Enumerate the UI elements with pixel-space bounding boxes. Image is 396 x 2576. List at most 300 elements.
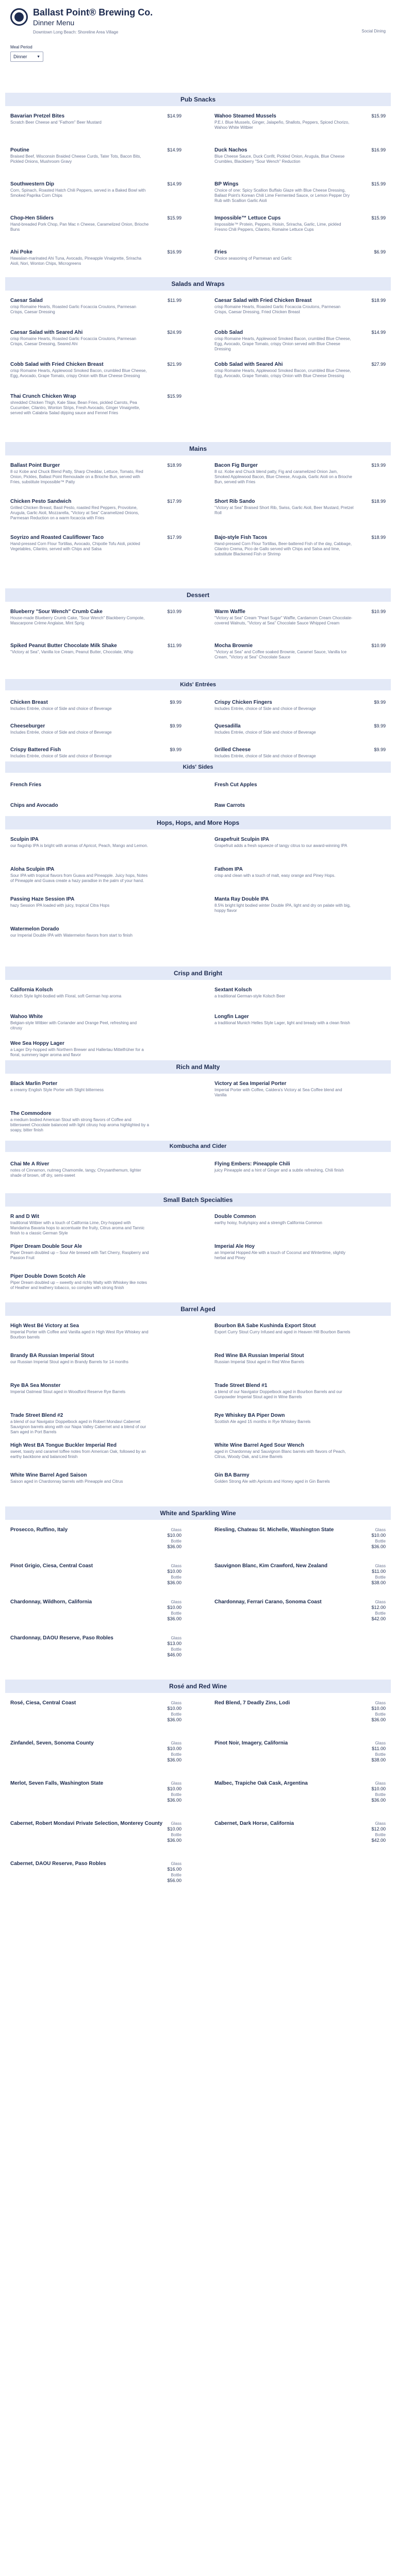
menu-item-header: [10, 330, 182, 335]
menu-item[interactable]: [214, 1014, 386, 1026]
menu-item-header: [10, 1214, 182, 1219]
menu-item-name: Flying Embers: Pineapple Chili: [214, 1161, 290, 1167]
menu-item-name: Watermelon Dorado: [10, 926, 59, 932]
menu-item-name: Fries: [214, 249, 227, 255]
wine-prices: [371, 1781, 386, 1803]
menu-item-header: [10, 1323, 182, 1329]
menu-item-header: [10, 1861, 182, 1884]
menu-item-header: [214, 1599, 386, 1622]
menu-item-header: [214, 700, 386, 705]
menu-item-header: [214, 896, 386, 902]
section-header-small-batch: Small Batch Specialties: [5, 1193, 391, 1207]
wine-prices: [167, 1740, 182, 1763]
menu-item[interactable]: [10, 394, 182, 416]
menu-item-price: $11.99: [168, 298, 182, 303]
menu-item-header: [10, 1081, 182, 1087]
menu-item-price: $18.99: [371, 298, 386, 303]
menu-item-description: an Imperial Hopped Ale with a touch of Coconut and Wintertime, slightly herbal and Piney: [214, 1250, 345, 1260]
menu-item-header: [10, 896, 182, 902]
menu-item[interactable]: [10, 782, 182, 788]
menu-item[interactable]: [10, 463, 182, 485]
menu-item-header: [214, 867, 386, 872]
glass-price-label: Glass: [375, 1741, 386, 1745]
menu-item[interactable]: [214, 499, 386, 516]
wine-prices: [167, 1527, 182, 1550]
menu-item-name: Aloha Sculpin IPA: [10, 867, 55, 872]
menu-item-name: Trade Street Blend #1: [214, 1383, 268, 1388]
menu-item-name: Riesling, Chateau St. Michelle, Washington State: [214, 1527, 334, 1533]
glass-price: $10.00: [371, 1533, 386, 1538]
bottle-price: $38.00: [371, 1580, 386, 1585]
menu-item[interactable]: [214, 1700, 386, 1723]
menu-item[interactable]: [214, 1472, 386, 1484]
menu-item-name: California Kolsch: [10, 987, 53, 993]
menu-item-price: $9.99: [374, 700, 386, 705]
menu-item-description: a blend of our Navigator Doppelbock aged in Bourbon Barrels and our Gunpowder Imperial Stout aged in Wine Barrels: [214, 1389, 342, 1399]
menu-item-name: Rye BA Sea Monster: [10, 1383, 61, 1388]
menu-item-name: High West BA Tongue Buckler Imperial Red: [10, 1443, 117, 1448]
menu-item-name: Wahoo White: [10, 1014, 43, 1020]
menu-item[interactable]: [10, 700, 182, 711]
section-header-kids-sides: Kids' Sides: [5, 761, 391, 773]
menu-item-name: Merlot, Seven Falls, Washington State: [10, 1781, 104, 1786]
glass-price: $10.00: [167, 1706, 182, 1711]
menu-item-header: [10, 1821, 182, 1843]
menu-item-header: [214, 1527, 386, 1550]
menu-item-name: Imperial Ale Hoy: [214, 1244, 255, 1249]
glass-price-label: Glass: [171, 1564, 182, 1568]
menu-item-header: [214, 147, 386, 153]
menu-item[interactable]: [214, 181, 386, 204]
menu-item[interactable]: [10, 1472, 182, 1484]
glass-price: $10.00: [167, 1786, 182, 1791]
menu-item[interactable]: [10, 1563, 182, 1586]
menu-item-name: Sculpin IPA: [10, 837, 39, 842]
glass-price-label: Glass: [171, 1701, 182, 1705]
menu-item-header: [10, 926, 182, 932]
menu-item-name: Prosecco, Ruffino, Italy: [10, 1527, 68, 1533]
menu-item[interactable]: [214, 1081, 386, 1098]
menu-item-name: Poutine: [10, 147, 29, 153]
menu-item-price: $14.99: [167, 113, 182, 118]
menu-item-description: Imperial Porter with Coffee, Caldera's Victory at Sea Coffee blend and Vanilla: [214, 1088, 342, 1097]
menu-item-header: [10, 1161, 182, 1167]
menu-item[interactable]: [214, 782, 386, 788]
menu-item-name: Spiked Peanut Butter Chocolate Milk Shake: [10, 643, 117, 649]
menu-item-price: $17.99: [167, 535, 182, 540]
menu-item[interactable]: [214, 362, 386, 379]
menu-item-header: [10, 1041, 182, 1046]
menu-item-name: Malbec, Trapiche Oak Cask, Argentina: [214, 1781, 308, 1786]
glass-price-label: Glass: [171, 1600, 182, 1604]
menu-item-header: [10, 803, 182, 808]
menu-item[interactable]: [10, 1014, 182, 1031]
menu-item-description: our Russian Imperial Stout aged in Brandy Barrels for 14 months: [10, 1360, 129, 1364]
menu-item[interactable]: [214, 1599, 386, 1622]
menu-item[interactable]: [10, 1323, 182, 1340]
bottle-price: $36.00: [371, 1798, 386, 1803]
menu-item-name: Caesar Salad with Seared Ahi: [10, 330, 83, 335]
menu-item[interactable]: [214, 1527, 386, 1550]
menu-item[interactable]: [214, 609, 386, 626]
menu-item-name: Fresh Cut Apples: [214, 782, 257, 788]
menu-item-header: [214, 1821, 386, 1843]
bottle-price-label: Bottle: [375, 1833, 386, 1837]
menu-item-name: Caesar Salad: [10, 298, 43, 303]
menu-item[interactable]: [214, 298, 386, 315]
menu-item-price: $11.99: [168, 643, 182, 648]
bottle-price: $42.00: [371, 1616, 386, 1621]
menu-item[interactable]: [214, 1161, 386, 1173]
menu-item[interactable]: [214, 643, 386, 660]
menu-item[interactable]: [10, 249, 182, 266]
menu-item-price: $10.99: [167, 609, 182, 614]
menu-item-description: Choice seasoning of Parmesan and Garlic: [214, 256, 292, 261]
glass-price: $10.00: [167, 1569, 182, 1574]
menu-item[interactable]: [214, 1740, 386, 1763]
menu-item-header: [10, 987, 182, 993]
menu-item-header: [214, 1244, 386, 1249]
glass-price-label: Glass: [375, 1701, 386, 1705]
section-header-salads: Salads and Wraps: [5, 277, 391, 291]
menu-item[interactable]: [10, 1041, 182, 1058]
menu-item-description: crisp and clean with a touch of malt, easy orange and Piney Hops.: [214, 873, 336, 878]
menu-item-header: [214, 181, 386, 187]
menu-item-name: Rye Whiskey BA Piper Down: [214, 1413, 285, 1418]
menu-item[interactable]: [214, 1413, 386, 1425]
section-header-crisp: Crisp and Bright: [5, 967, 391, 980]
bottle-price: $36.00: [167, 1838, 182, 1843]
menu-item[interactable]: [10, 747, 182, 759]
menu-item-name: Pinot Grigio, Ciesa, Central Coast: [10, 1563, 93, 1569]
menu-item[interactable]: [10, 723, 182, 735]
menu-item-price: $16.99: [167, 249, 182, 255]
menu-item[interactable]: [214, 535, 386, 557]
glass-price: $10.00: [371, 1786, 386, 1791]
menu-item-name: Cobb Salad: [214, 330, 243, 335]
menu-item-price: $16.99: [371, 147, 386, 152]
bottle-price: $36.00: [167, 1544, 182, 1549]
menu-item-header: [10, 1563, 182, 1586]
wine-prices: [371, 1821, 386, 1843]
menu-item-description: Kolsch Style light-bodied with Floral, soft German hop aroma: [10, 994, 122, 998]
wine-prices: [167, 1635, 182, 1658]
menu-item[interactable]: [214, 215, 386, 232]
menu-item-name: French Fries: [10, 782, 42, 788]
wine-prices: [167, 1821, 182, 1843]
menu-item[interactable]: [214, 1244, 386, 1261]
menu-item-description: a Lager Dry-hopped with Northern Brewer and Hallertau Mittelfrüher for a floral, summery lager aroma and flavor: [10, 1047, 144, 1057]
menu-item-header: [10, 700, 182, 705]
menu-item[interactable]: [10, 867, 182, 884]
menu-item-description: notes of Cinnamon, nutmeg Chamomile, tangy, Chrysanthemum, lighter shade of brown, off dry, semi-sweet: [10, 1168, 141, 1178]
menu-item-name: Brandy BA Russian Imperial Stout: [10, 1353, 94, 1359]
menu-item[interactable]: [10, 1527, 182, 1550]
chevron-down-icon: ▼: [37, 55, 40, 59]
menu-item[interactable]: [10, 1443, 182, 1460]
menu-item-description: P.E.I. Blue Mussels, Ginger, Jalapeño, Shallots, Peppers, Spiced Chorizo, Wahoo White Witbier: [214, 120, 350, 130]
menu-item[interactable]: [10, 181, 182, 198]
menu-item[interactable]: [10, 1781, 182, 1803]
menu-item-header: [10, 867, 182, 872]
menu-item-name: Duck Nachos: [214, 147, 248, 153]
menu-item[interactable]: [10, 1111, 182, 1133]
menu-item[interactable]: [10, 147, 182, 164]
wine-prices: [167, 1861, 182, 1884]
menu-item-price: $21.99: [167, 362, 182, 367]
menu-item[interactable]: [10, 298, 182, 315]
menu-item-name: Chardonnay, Ferrari Carano, Sonoma Coast: [214, 1599, 322, 1605]
menu-item-header: [214, 643, 386, 649]
menu-item[interactable]: [214, 1781, 386, 1803]
menu-item[interactable]: [10, 837, 182, 849]
menu-item-description: Corn, Spinach, Roasted Hatch Chili Peppers, served in a Baked Bowl with Smoked Paprika Corn Chips: [10, 188, 146, 198]
menu-item-header: [10, 1383, 182, 1388]
menu-item-header: [10, 1014, 182, 1020]
menu-item-name: Red Wine BA Russian Imperial Stout: [214, 1353, 304, 1359]
menu-item-description: "Victory at Sea", Vanilla Ice Cream, Peanut Butter, Chocolate, Whip: [10, 650, 134, 654]
menu-item-name: Bavarian Pretzel Bites: [10, 113, 65, 119]
menu-item[interactable]: [214, 803, 386, 808]
bottle-price: $36.00: [167, 1757, 182, 1762]
menu-item[interactable]: [10, 1081, 182, 1093]
menu-item-header: [214, 113, 386, 119]
menu-item[interactable]: [10, 1244, 182, 1261]
menu-item[interactable]: [10, 1861, 182, 1884]
menu-item-description: our Imperial Double IPA with Watermelon flavors from start to finish: [10, 933, 133, 938]
menu-item[interactable]: [214, 1383, 386, 1400]
wine-prices: [371, 1527, 386, 1550]
menu-item[interactable]: [10, 803, 182, 808]
menu-item-header: [10, 837, 182, 842]
bottle-price-label: Bottle: [375, 1792, 386, 1797]
menu-item-header: [214, 1353, 386, 1359]
bottle-price-label: Bottle: [171, 1647, 182, 1652]
menu-item-name: Longfin Lager: [214, 1014, 249, 1020]
menu-item[interactable]: [214, 837, 386, 849]
menu-item-header: [10, 362, 182, 367]
section-header-pub-snacks: Pub Snacks: [5, 93, 391, 106]
menu-item-header: [10, 1244, 182, 1249]
menu-item[interactable]: [214, 1353, 386, 1365]
bottle-price-label: Bottle: [375, 1712, 386, 1717]
wine-prices: [371, 1563, 386, 1586]
menu-item-header: [214, 1214, 386, 1219]
glass-price-label: Glass: [171, 1528, 182, 1532]
menu-item-description: crisp Romaine Hearts, Applewood Smoked Bacon, crumbled Blue Cheese, Egg, Avocado, Grape Tomato, crispy Onion with Blue Cheese Dressing: [10, 368, 147, 378]
menu-item-description: sweet, toasty and caramel toffee notes from American Oak, followed by an earthy backbone and balanced finish: [10, 1449, 146, 1459]
menu-item-header: [214, 1081, 386, 1087]
menu-item-name: White Wine Barrel Aged Saison: [10, 1472, 87, 1478]
bottle-price-label: Bottle: [171, 1792, 182, 1797]
section-header-kids-entrees: Kids' Entrées: [5, 679, 391, 690]
bottle-price: $36.00: [167, 1798, 182, 1803]
menu-item-header: [10, 298, 182, 303]
menu-item-name: Black Marlin Porter: [10, 1081, 58, 1087]
location-address: Downtown Long Beach: Shoreline Area Village: [33, 30, 119, 35]
menu-subtitle: Dinner Menu: [33, 19, 75, 27]
section-header-mains: Mains: [5, 442, 391, 455]
menu-item-header: [214, 1323, 386, 1329]
bottle-price-label: Bottle: [375, 1611, 386, 1616]
menu-item[interactable]: [10, 1740, 182, 1763]
menu-item-name: Crispy Battered Fish: [10, 747, 61, 753]
meal-period-label: Meal Period: [10, 45, 32, 49]
menu-item[interactable]: [10, 1353, 182, 1365]
menu-item-price: $14.99: [371, 330, 386, 335]
bottle-price: $36.00: [167, 1717, 182, 1722]
menu-item[interactable]: [10, 1700, 182, 1723]
bottle-price: $36.00: [167, 1616, 182, 1621]
menu-item[interactable]: [214, 723, 386, 735]
bottle-price-label: Bottle: [171, 1575, 182, 1580]
menu-item-description: Impossible™ Protein, Peppers, Hoisin, Sriracha, Garlic, Lime, pickled Fresno Chili Peppers, Cilantro, Romaine Lettuce Cups: [214, 222, 341, 232]
menu-item-name: Soyrizo and Roasted Cauliflower Taco: [10, 535, 104, 540]
menu-item[interactable]: [10, 1821, 182, 1843]
menu-item[interactable]: [10, 1274, 182, 1291]
menu-item-name: Sextant Kolsch: [214, 987, 252, 993]
menu-item-description: Includes Entrée, choice of Side and choice of Beverage: [10, 730, 112, 735]
menu-item-description: 8 oz. Kobe and Chuck blend patty, Fig and caramelized Onion Jam, Smoked Applewood Bacon, Blue Cheese, Arugula, Garlic Aioli on a Brioche Bun, served with Fries: [214, 469, 352, 484]
menu-item[interactable]: [214, 147, 386, 164]
menu-item[interactable]: [214, 1443, 386, 1460]
menu-item-price: $17.99: [167, 499, 182, 504]
menu-item-price: $15.99: [167, 215, 182, 221]
menu-item-header: [10, 782, 182, 788]
menu-item[interactable]: [10, 215, 182, 232]
menu-item-price: $24.99: [167, 330, 182, 335]
menu-item-name: Double Common: [214, 1214, 256, 1219]
menu-item-name: Chai Me A River: [10, 1161, 50, 1167]
brand-name: Ballast Point® Brewing Co.: [33, 7, 153, 18]
menu-item-name: Crispy Chicken Fingers: [214, 700, 272, 705]
bottle-price-label: Bottle: [171, 1833, 182, 1837]
menu-item-name: Quesadilla: [214, 723, 241, 729]
menu-item[interactable]: [10, 330, 182, 347]
menu-item-header: [214, 747, 386, 753]
bottle-price-label: Bottle: [171, 1873, 182, 1877]
menu-item[interactable]: [10, 1383, 182, 1395]
menu-item-header: [10, 1111, 182, 1116]
menu-item[interactable]: [10, 535, 182, 552]
wine-prices: [371, 1700, 386, 1723]
menu-item[interactable]: [10, 1635, 182, 1658]
meal-period-select[interactable]: [10, 52, 43, 62]
menu-item-description: Scottish Ale aged 15 months in Rye Whiskey Barrels: [214, 1419, 311, 1424]
menu-item-price: $14.99: [167, 181, 182, 187]
menu-item[interactable]: [214, 747, 386, 759]
menu-item[interactable]: [214, 113, 386, 130]
menu-item-description: Piper Dream doubled up – Sour Ale brewed with Tart Cherry, Raspberry and Passion Fruit: [10, 1250, 149, 1260]
menu-item-description: Hawaiian-marinated Ahi Tuna, Avocado, Pineapple Vinaigrette, Sriracha Aioli, Nori, Wonton Chips, Microgreens: [10, 256, 142, 266]
menu-item-header: [10, 1740, 182, 1763]
menu-item[interactable]: [10, 1599, 182, 1622]
menu-item-price: $15.99: [167, 394, 182, 399]
social-link[interactable]: Social Dining: [361, 29, 386, 33]
menu-item-description: crisp Romaine Hearts, Roasted Garlic Focaccia Croutons, Parmesan Crisps, Caesar Dressing, Fried Chicken Breast: [214, 304, 341, 314]
menu-item[interactable]: [10, 362, 182, 379]
menu-item[interactable]: [214, 1214, 386, 1226]
menu-item[interactable]: [214, 1323, 386, 1335]
menu-item[interactable]: [10, 499, 182, 521]
menu-item-name: Cobb Salad with Seared Ahi: [214, 362, 283, 367]
glass-price: $16.00: [167, 1867, 182, 1872]
menu-item[interactable]: [10, 1413, 182, 1435]
menu-item[interactable]: [10, 113, 182, 125]
glass-price: $10.00: [167, 1605, 182, 1610]
bottle-price: $42.00: [371, 1838, 386, 1843]
menu-item[interactable]: [10, 987, 182, 999]
menu-item-description: Piper Dream doubled up – sweetly and richly Malty with Whiskey like notes of Heather and leathery tobacco, so complex with strong finish: [10, 1280, 147, 1290]
menu-item[interactable]: [10, 1214, 182, 1236]
glass-price-label: Glass: [375, 1781, 386, 1786]
menu-item-name: White Wine Barrel Aged Sour Wench: [214, 1443, 304, 1448]
menu-item-description: Russian Imperial Stout aged in Red Wine Barrels: [214, 1360, 304, 1364]
menu-item-description: Choice of one: Spicy Scallion Buffalo Glaze with Blue Cheese Dressing, Ballast Point's Korean Chili Lime Fermented Sauce, or Lemon Pepper Dry Rub with Scallion Garlic Aioli: [214, 188, 350, 203]
menu-item-name: Pinot Noir, Imagery, California: [214, 1740, 288, 1746]
menu-item-price: $18.99: [371, 499, 386, 504]
menu-item[interactable]: [214, 463, 386, 485]
menu-item-header: [214, 1781, 386, 1803]
menu-item-name: Thai Crunch Chicken Wrap: [10, 394, 76, 399]
menu-item[interactable]: [10, 609, 182, 626]
menu-item-description: 8 oz Kobe and Chuck Blend Patty, Sharp Cheddar, Lettuce, Tomato, Red Onion, Pickles, Ballast Point Remoulade on a Brioche Bun, served with Fries, substitute Impossible™ Patty: [10, 469, 143, 484]
menu-item[interactable]: [214, 700, 386, 711]
menu-item-header: [10, 1599, 182, 1622]
menu-item-description: our flagship IPA is bright with aromas of Apricot, Peach, Mango and Lemon.: [10, 843, 148, 848]
menu-item[interactable]: [214, 987, 386, 999]
menu-item-header: [214, 723, 386, 729]
menu-item-price: $19.99: [371, 463, 386, 468]
menu-item-name: Passing Haze Session IPA: [10, 896, 75, 902]
menu-item-name: Impossible™ Lettuce Cups: [214, 215, 281, 221]
menu-item-header: [10, 1274, 182, 1279]
wine-prices: [167, 1781, 182, 1803]
menu-item[interactable]: [214, 896, 386, 913]
menu-item-name: Caesar Salad with Fried Chicken Breast: [214, 298, 312, 303]
menu-item[interactable]: [10, 896, 182, 908]
menu-item[interactable]: [214, 249, 386, 261]
menu-item-name: Cabernet, Dark Horse, California: [214, 1821, 294, 1826]
glass-price-label: Glass: [171, 1741, 182, 1745]
menu-item-name: Chicken Pesto Sandwich: [10, 499, 72, 504]
menu-item[interactable]: [10, 1161, 182, 1178]
menu-item-header: [214, 1413, 386, 1418]
menu-item[interactable]: [10, 643, 182, 655]
menu-item-name: Cobb Salad with Fried Chicken Breast: [10, 362, 104, 367]
menu-item-name: Chardonnay, Wildhorn, California: [10, 1599, 92, 1605]
menu-item[interactable]: [214, 1821, 386, 1843]
menu-item-name: Zinfandel, Seven, Sonoma County: [10, 1740, 94, 1746]
menu-item[interactable]: [214, 867, 386, 878]
menu-item-description: aged in Chardonnay and Sauvignon Blanc barrels with flavors of Peach, Citrus, Woody Oak, and Lime Barrels: [214, 1449, 346, 1459]
menu-item[interactable]: [10, 926, 182, 938]
section-header-hops: Hops, Hops, and More Hops: [5, 816, 391, 829]
menu-item-header: [10, 181, 182, 187]
section-header-kombucha: Kombucha and Cider: [5, 1141, 391, 1152]
menu-item[interactable]: [214, 330, 386, 352]
menu-item-price: $6.99: [374, 249, 386, 255]
menu-item-header: [10, 535, 182, 540]
menu-item-name: Trade Street Blend #2: [10, 1413, 63, 1418]
menu-item-name: Wahoo Steamed Mussels: [214, 113, 276, 119]
section-header-white: White and Sparkling Wine: [5, 1506, 391, 1520]
glass-price: $11.00: [372, 1746, 386, 1751]
menu-item[interactable]: [214, 1563, 386, 1586]
menu-item-description: shredded Chicken Thigh, Kale Slaw, Bean Fries, pickled Carrots, Pea Cucumber, Cilantro, Wonton Strips, Fresh Avocado, Ginger Vinaigrette, served with Calabria Salad dipping sauce and Fennel Fries: [10, 400, 140, 415]
menu-item-header: [214, 499, 386, 504]
menu-item-price: $27.99: [371, 362, 386, 367]
